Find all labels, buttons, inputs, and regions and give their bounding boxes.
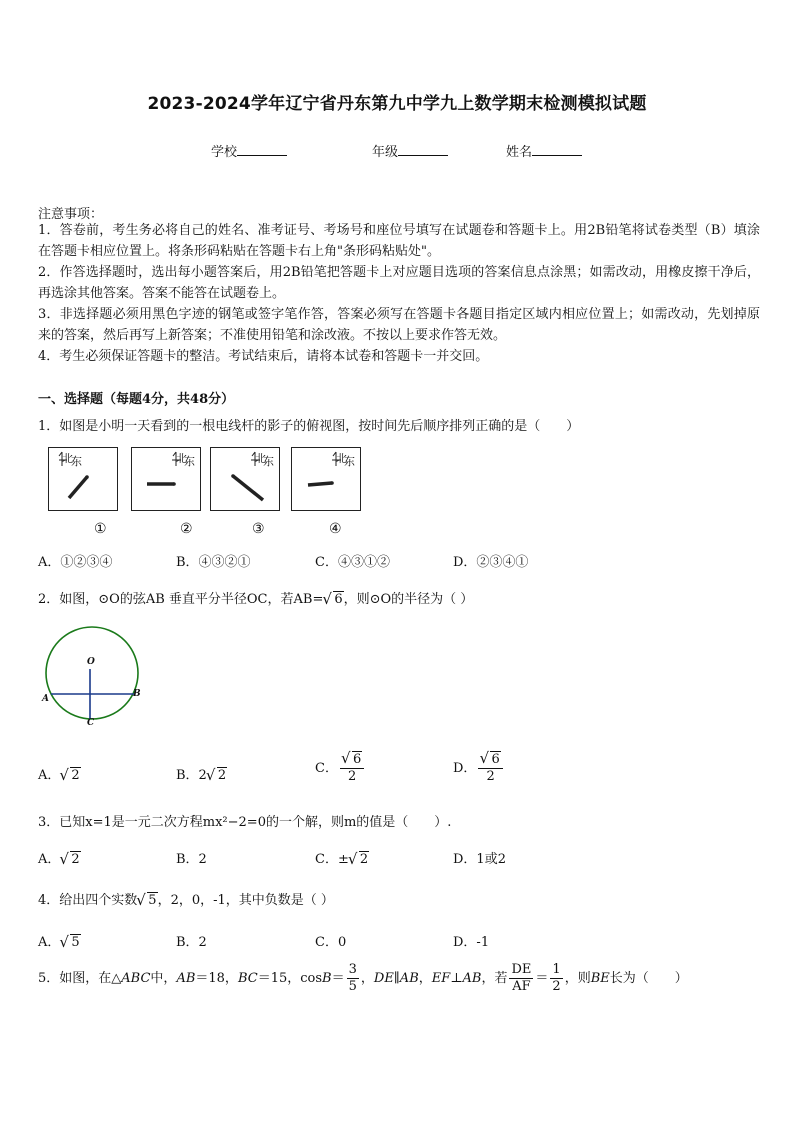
question-4-text: [38, 889, 334, 908]
compass-east-label: 东: [263, 455, 274, 468]
sqrt-expression: [207, 768, 227, 783]
q5-text: 5．如图，在△: [38, 971, 122, 986]
radicand: 6: [352, 752, 362, 767]
compass-east-label: 东: [344, 455, 355, 468]
numerator: 1: [552, 962, 561, 977]
q2-option-c: [315, 752, 366, 785]
option-prefix: A．: [38, 935, 61, 950]
figure-label-2: ②: [180, 521, 193, 537]
q5-text: ＝18，: [195, 971, 238, 986]
shadow-diagram-1: [49, 448, 117, 510]
circle-diagram: [38, 622, 148, 732]
q2-text-after: ，则⊙O的半径为（ ）: [343, 592, 474, 607]
q5-text: ＝: [331, 971, 345, 986]
q5-perpendicular-condition: EF⊥AB: [431, 971, 482, 986]
radicand: 2: [217, 768, 227, 783]
denominator: 5: [348, 979, 357, 994]
point-o-label: O: [87, 657, 95, 667]
shadow-figure-2: [131, 447, 201, 511]
sqrt-expression: [480, 752, 500, 768]
school-field: [211, 141, 287, 160]
grade-label: 年级: [372, 145, 399, 160]
q4-text-after: ，2，0，-1，其中负数是（ ）: [157, 893, 334, 908]
name-blank: [532, 143, 582, 156]
compass-east-label: 东: [71, 455, 82, 468]
sqrt-expression: [60, 935, 80, 950]
compass-north-label: 北: [176, 452, 187, 465]
shadow-figure-3: [210, 447, 280, 511]
q5-text: 长为（ ）: [609, 971, 688, 986]
q4-option-b: B．2: [176, 935, 207, 950]
circle-o: [46, 627, 138, 719]
figure-label-4: ④: [329, 521, 342, 537]
school-blank: [237, 143, 287, 156]
section-heading: 一、选择题（每题4分，共48分）: [38, 392, 235, 407]
compass-north-label: 北: [62, 452, 73, 465]
option-prefix: C．: [315, 761, 338, 776]
question-2-text: [38, 588, 473, 607]
sqrt-expression: [60, 852, 80, 867]
question-1-text: 1．如图是小明一天看到的一根电线杆的影子的俯视图，按时间先后顺序排列正确的是（ ）: [38, 419, 580, 434]
radicand: 2: [71, 852, 80, 867]
q5-text: ，若: [481, 971, 508, 986]
sqrt-expression: [349, 852, 369, 867]
shadow-figure-1: [48, 447, 118, 511]
q5-text: 中，: [150, 971, 177, 986]
denominator: 2: [347, 769, 357, 784]
radicand: 6: [491, 752, 500, 767]
notice-item: 1．答卷前，考生务必将自己的姓名、准考证号、考场号和座位号填写在试题卷和答题卡上。用2B铅笔将试卷类型（B）填涂在答题卡相应位置上。将条形码粘贴在答题卡右上角"条形码粘贴处"。: [38, 223, 760, 259]
notice-list: [38, 220, 760, 367]
option-prefix: A．: [38, 852, 61, 867]
denominator: 2: [552, 979, 561, 994]
q2-option-a: [38, 764, 81, 783]
sqrt-expression: [323, 592, 343, 607]
q2-option-b: [176, 764, 227, 783]
q5-text: ，: [360, 971, 374, 986]
figure-label-3: ③: [252, 521, 265, 537]
q4-option-d: D．-1: [453, 935, 490, 950]
ratio-fraction: [509, 962, 533, 995]
point-a-label: A: [42, 694, 49, 704]
q2-option-d: [453, 752, 505, 785]
q5-segment-be: BE: [590, 971, 610, 986]
point-b-label: B: [133, 689, 141, 699]
compass-north-label: 北: [255, 452, 266, 465]
compass-east-label: 东: [184, 455, 195, 468]
q5-angle-b: B: [322, 971, 332, 986]
denominator: AF: [512, 979, 531, 994]
half-fraction: [550, 962, 562, 995]
question-5-text: [38, 962, 688, 995]
q1-option-d: D．②③④①: [453, 555, 529, 570]
q5-text: ＝15，cos: [257, 971, 323, 986]
name-field: [506, 141, 582, 160]
notice-item: 3．非选择题必须用黑色字迹的钢笔或签字笔作答，答案必须写在答题卡各题目指定区域内相应位置上；如需改动，先划掉原来的答案，然后再写上新答案；不准使用铅笔和涂改液。不按以上要求作答无效。: [38, 307, 760, 343]
fraction: [340, 752, 364, 785]
q3-option-d: D．1或2: [453, 852, 506, 867]
q4-option-a: [38, 931, 81, 950]
numerator: 3: [348, 962, 357, 977]
figure-label-1: ①: [94, 521, 107, 537]
fraction: [478, 752, 502, 785]
notice-item: 4．考生必须保证答题卡的整洁。考试结束后，请将本试卷和答题卡一并交回。: [38, 349, 489, 364]
q5-segment-bc: BC: [237, 971, 258, 986]
q5-text: ，: [418, 971, 432, 986]
compass-north-label: 北: [336, 452, 347, 465]
radicand: 6: [334, 592, 343, 607]
name-label: 姓名: [506, 145, 533, 160]
option-prefix: D．: [453, 761, 477, 776]
option-prefix: C．±: [315, 852, 349, 867]
q5-triangle-name: ABC: [121, 971, 151, 986]
q3-option-c: [315, 848, 369, 867]
exam-title: 2023-2024学年辽宁省丹东第九中学九上数学期末检测模拟试题: [147, 94, 647, 114]
cos-fraction: [347, 962, 359, 995]
q4-text-before: 4．给出四个实数: [38, 893, 138, 908]
question-3-text: 3．已知x=1是一元二次方程mx²−2=0的一个解，则m的值是（ ）.: [38, 815, 452, 830]
q1-option-c: C．④③①②: [315, 555, 390, 570]
point-c-label: C: [87, 718, 95, 728]
denominator: 2: [486, 769, 495, 784]
q1-option-b: B．④③②①: [176, 555, 251, 570]
grade-blank: [398, 143, 448, 156]
numerator: DE: [511, 962, 532, 977]
q1-option-a: A．①②③④: [38, 555, 113, 570]
notice-item: 2．作答选择题时，选出每小题答案后，用2B铅笔把答题卡上对应题目选项的答案信息点涂黑；如需改动，用橡皮擦干净后，再选涂其他答案。答案不能答在试题卷上。: [38, 265, 760, 301]
q4-option-c: C．0: [315, 935, 347, 950]
q2-text-before: 2．如图，⊙O的弦AB 垂直平分半径OC，若AB=: [38, 592, 324, 607]
notice-heading: 注意事项：: [38, 207, 104, 222]
option-prefix: B．2: [176, 768, 207, 783]
sqrt-expression: [60, 768, 80, 783]
q3-option-b: B．2: [176, 852, 207, 867]
q5-text: ＝: [535, 971, 549, 986]
radicand: 2: [71, 768, 80, 783]
grade-field: [372, 141, 448, 160]
option-prefix: A．: [38, 768, 61, 783]
sqrt-expression: [137, 893, 157, 908]
q5-segment-ab: AB: [176, 971, 196, 986]
q5-parallel-condition: DE∥AB: [373, 971, 419, 986]
radicand: 2: [359, 852, 369, 867]
radicand: 5: [71, 935, 80, 950]
sqrt-expression: [342, 752, 362, 768]
shadow-figure-4: [291, 447, 361, 511]
q3-option-a: [38, 848, 81, 867]
q5-text: ，则: [564, 971, 591, 986]
radicand: 5: [148, 893, 157, 908]
school-label: 学校: [211, 145, 238, 160]
